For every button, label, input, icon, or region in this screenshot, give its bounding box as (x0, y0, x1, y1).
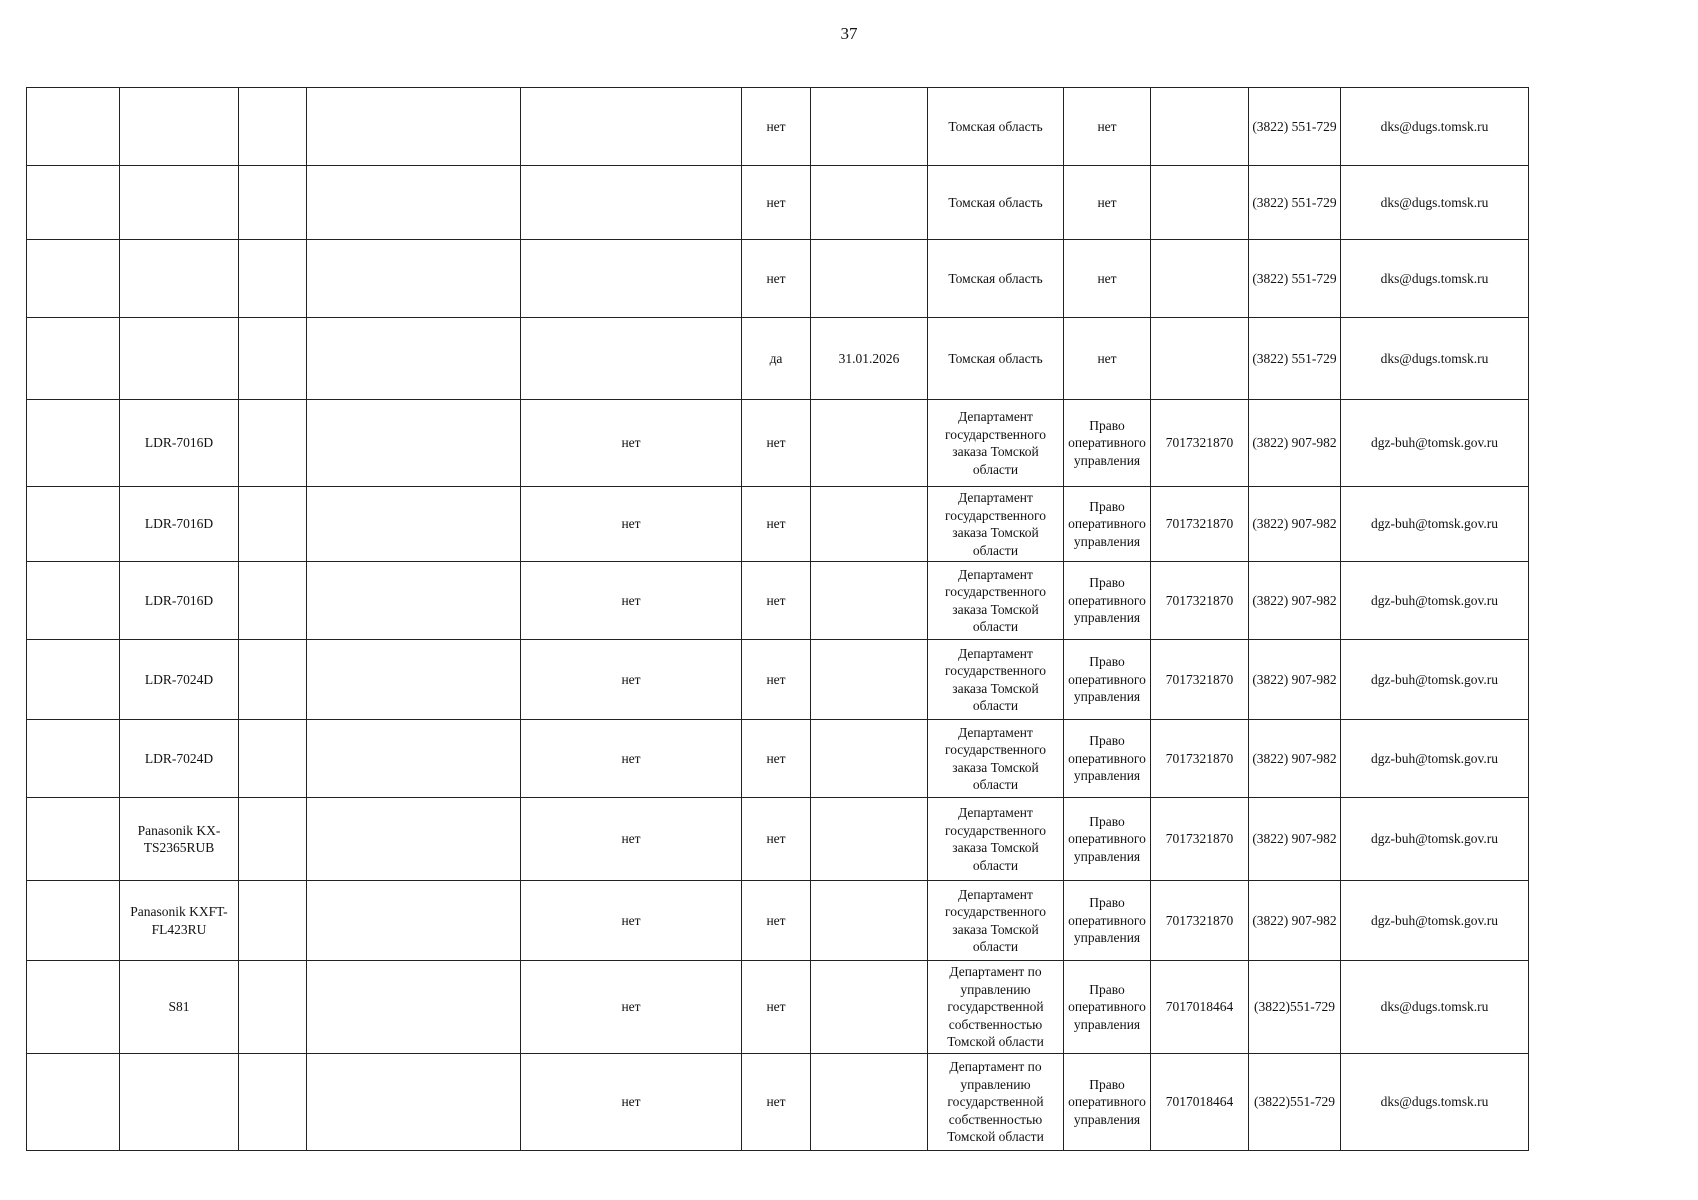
right-type-cell: Право оперативного управления (1064, 798, 1151, 881)
email-cell: dgz-buh@tomsk.gov.ru (1341, 400, 1529, 487)
code-cell (239, 487, 307, 562)
code-cell (239, 798, 307, 881)
attribute-cell: нет (521, 400, 742, 487)
date-cell (811, 720, 928, 798)
attribute-cell (521, 240, 742, 318)
row-number-cell (27, 88, 120, 166)
inn-cell: 7017321870 (1151, 487, 1249, 562)
page-number: 37 (840, 24, 858, 43)
flag-cell: нет (742, 1054, 811, 1151)
row-number-cell (27, 487, 120, 562)
date-cell (811, 166, 928, 240)
code-cell (239, 1054, 307, 1151)
table-body (27, 88, 1529, 1151)
flag-cell: нет (742, 88, 811, 166)
owner-cell: Департамент государственного заказа Томской области (928, 640, 1064, 720)
table-row (27, 240, 1529, 318)
flag-cell: да (742, 318, 811, 400)
attribute-cell (521, 88, 742, 166)
inn-cell: 7017321870 (1151, 798, 1249, 881)
right-type-cell: Право оперативного управления (1064, 400, 1151, 487)
row-number-cell (27, 640, 120, 720)
flag-cell: нет (742, 720, 811, 798)
table-row (27, 720, 1529, 798)
right-type-cell: нет (1064, 166, 1151, 240)
model-cell: LDR-7016D (120, 562, 239, 640)
attribute-cell: нет (521, 487, 742, 562)
flag-cell: нет (742, 961, 811, 1054)
inn-cell: 7017321870 (1151, 881, 1249, 961)
description-cell (307, 166, 521, 240)
phone-cell: (3822) 907-982 (1249, 400, 1341, 487)
right-type-cell: Право оперативного управления (1064, 881, 1151, 961)
inn-cell: 7017321870 (1151, 640, 1249, 720)
date-cell (811, 88, 928, 166)
inn-cell (1151, 88, 1249, 166)
description-cell (307, 562, 521, 640)
date-cell (811, 961, 928, 1054)
description-cell (307, 240, 521, 318)
row-number-cell (27, 318, 120, 400)
row-number-cell (27, 240, 120, 318)
date-cell (811, 798, 928, 881)
code-cell (239, 166, 307, 240)
owner-cell: Департамент государственного заказа Томской области (928, 881, 1064, 961)
row-number-cell (27, 798, 120, 881)
flag-cell: нет (742, 798, 811, 881)
attribute-cell: нет (521, 562, 742, 640)
code-cell (239, 88, 307, 166)
table-row (27, 640, 1529, 720)
email-cell: dgz-buh@tomsk.gov.ru (1341, 881, 1529, 961)
code-cell (239, 562, 307, 640)
row-number-cell (27, 562, 120, 640)
phone-cell: (3822) 907-982 (1249, 798, 1341, 881)
right-type-cell: Право оперативного управления (1064, 961, 1151, 1054)
owner-cell: Департамент по управлению государственной собственностью Томской области (928, 961, 1064, 1054)
flag-cell: нет (742, 562, 811, 640)
date-cell (811, 562, 928, 640)
model-cell: Panasonik KX-TS2365RUB (120, 798, 239, 881)
phone-cell: (3822) 907-982 (1249, 487, 1341, 562)
row-number-cell (27, 400, 120, 487)
inn-cell (1151, 166, 1249, 240)
email-cell: dks@dugs.tomsk.ru (1341, 240, 1529, 318)
row-number-cell (27, 961, 120, 1054)
attribute-cell: нет (521, 1054, 742, 1151)
description-cell (307, 961, 521, 1054)
attribute-cell (521, 166, 742, 240)
model-cell (120, 318, 239, 400)
email-cell: dks@dugs.tomsk.ru (1341, 88, 1529, 166)
table-row (27, 798, 1529, 881)
row-number-cell (27, 881, 120, 961)
right-type-cell: Право оперативного управления (1064, 562, 1151, 640)
table-row (27, 88, 1529, 166)
email-cell: dgz-buh@tomsk.gov.ru (1341, 562, 1529, 640)
inn-cell: 7017321870 (1151, 720, 1249, 798)
date-cell (811, 1054, 928, 1151)
email-cell: dgz-buh@tomsk.gov.ru (1341, 720, 1529, 798)
phone-cell: (3822) 907-982 (1249, 881, 1341, 961)
date-cell (811, 640, 928, 720)
flag-cell: нет (742, 166, 811, 240)
code-cell (239, 400, 307, 487)
owner-cell: Томская область (928, 240, 1064, 318)
email-cell: dks@dugs.tomsk.ru (1341, 166, 1529, 240)
email-cell: dgz-buh@tomsk.gov.ru (1341, 487, 1529, 562)
description-cell (307, 1054, 521, 1151)
inn-cell (1151, 318, 1249, 400)
right-type-cell: Право оперативного управления (1064, 487, 1151, 562)
attribute-cell (521, 318, 742, 400)
owner-cell: Томская область (928, 318, 1064, 400)
phone-cell: (3822) 907-982 (1249, 720, 1341, 798)
owner-cell: Департамент государственного заказа Томской области (928, 562, 1064, 640)
flag-cell: нет (742, 240, 811, 318)
date-cell (811, 400, 928, 487)
attribute-cell: нет (521, 961, 742, 1054)
code-cell (239, 720, 307, 798)
model-cell: LDR-7016D (120, 400, 239, 487)
email-cell: dks@dugs.tomsk.ru (1341, 961, 1529, 1054)
table-row (27, 318, 1529, 400)
phone-cell: (3822) 551-729 (1249, 240, 1341, 318)
attribute-cell: нет (521, 881, 742, 961)
inn-cell (1151, 240, 1249, 318)
description-cell (307, 400, 521, 487)
owner-cell: Томская область (928, 88, 1064, 166)
right-type-cell: нет (1064, 240, 1151, 318)
inn-cell: 7017321870 (1151, 400, 1249, 487)
model-cell (120, 1054, 239, 1151)
phone-cell: (3822)551-729 (1249, 1054, 1341, 1151)
right-type-cell: Право оперативного управления (1064, 640, 1151, 720)
code-cell (239, 640, 307, 720)
model-cell (120, 88, 239, 166)
table-row (27, 961, 1529, 1054)
property-registry-table (26, 87, 1529, 1151)
owner-cell: Департамент по управлению государственной собственностью Томской области (928, 1054, 1064, 1151)
date-cell (811, 487, 928, 562)
model-cell (120, 166, 239, 240)
flag-cell: нет (742, 487, 811, 562)
flag-cell: нет (742, 400, 811, 487)
phone-cell: (3822) 551-729 (1249, 318, 1341, 400)
description-cell (307, 720, 521, 798)
model-cell: LDR-7016D (120, 487, 239, 562)
model-cell: S81 (120, 961, 239, 1054)
description-cell (307, 318, 521, 400)
model-cell: Panasonik KXFT-FL423RU (120, 881, 239, 961)
model-cell: LDR-7024D (120, 640, 239, 720)
table-row (27, 1054, 1529, 1151)
right-type-cell: Право оперативного управления (1064, 1054, 1151, 1151)
code-cell (239, 240, 307, 318)
inn-cell: 7017018464 (1151, 1054, 1249, 1151)
code-cell (239, 318, 307, 400)
phone-cell: (3822) 907-982 (1249, 640, 1341, 720)
description-cell (307, 640, 521, 720)
code-cell (239, 881, 307, 961)
owner-cell: Департамент государственного заказа Томской области (928, 487, 1064, 562)
owner-cell: Департамент государственного заказа Томской области (928, 720, 1064, 798)
owner-cell: Томская область (928, 166, 1064, 240)
table-row (27, 400, 1529, 487)
inn-cell: 7017018464 (1151, 961, 1249, 1054)
phone-cell: (3822) 907-982 (1249, 562, 1341, 640)
row-number-cell (27, 720, 120, 798)
email-cell: dgz-buh@tomsk.gov.ru (1341, 798, 1529, 881)
right-type-cell: Право оперативного управления (1064, 720, 1151, 798)
description-cell (307, 798, 521, 881)
flag-cell: нет (742, 881, 811, 961)
right-type-cell: нет (1064, 318, 1151, 400)
flag-cell: нет (742, 640, 811, 720)
description-cell (307, 881, 521, 961)
phone-cell: (3822) 551-729 (1249, 88, 1341, 166)
table-row (27, 562, 1529, 640)
right-type-cell: нет (1064, 88, 1151, 166)
date-cell (811, 881, 928, 961)
owner-cell: Департамент государственного заказа Томской области (928, 400, 1064, 487)
owner-cell: Департамент государственного заказа Томской области (928, 798, 1064, 881)
attribute-cell: нет (521, 798, 742, 881)
description-cell (307, 88, 521, 166)
table-row (27, 487, 1529, 562)
email-cell: dgz-buh@tomsk.gov.ru (1341, 640, 1529, 720)
model-cell: LDR-7024D (120, 720, 239, 798)
row-number-cell (27, 166, 120, 240)
inn-cell: 7017321870 (1151, 562, 1249, 640)
email-cell: dks@dugs.tomsk.ru (1341, 318, 1529, 400)
email-cell: dks@dugs.tomsk.ru (1341, 1054, 1529, 1151)
code-cell (239, 961, 307, 1054)
row-number-cell (27, 1054, 120, 1151)
attribute-cell: нет (521, 720, 742, 798)
phone-cell: (3822) 551-729 (1249, 166, 1341, 240)
date-cell: 31.01.2026 (811, 318, 928, 400)
table-row (27, 881, 1529, 961)
phone-cell: (3822)551-729 (1249, 961, 1341, 1054)
description-cell (307, 487, 521, 562)
date-cell (811, 240, 928, 318)
model-cell (120, 240, 239, 318)
attribute-cell: нет (521, 640, 742, 720)
table-row (27, 166, 1529, 240)
